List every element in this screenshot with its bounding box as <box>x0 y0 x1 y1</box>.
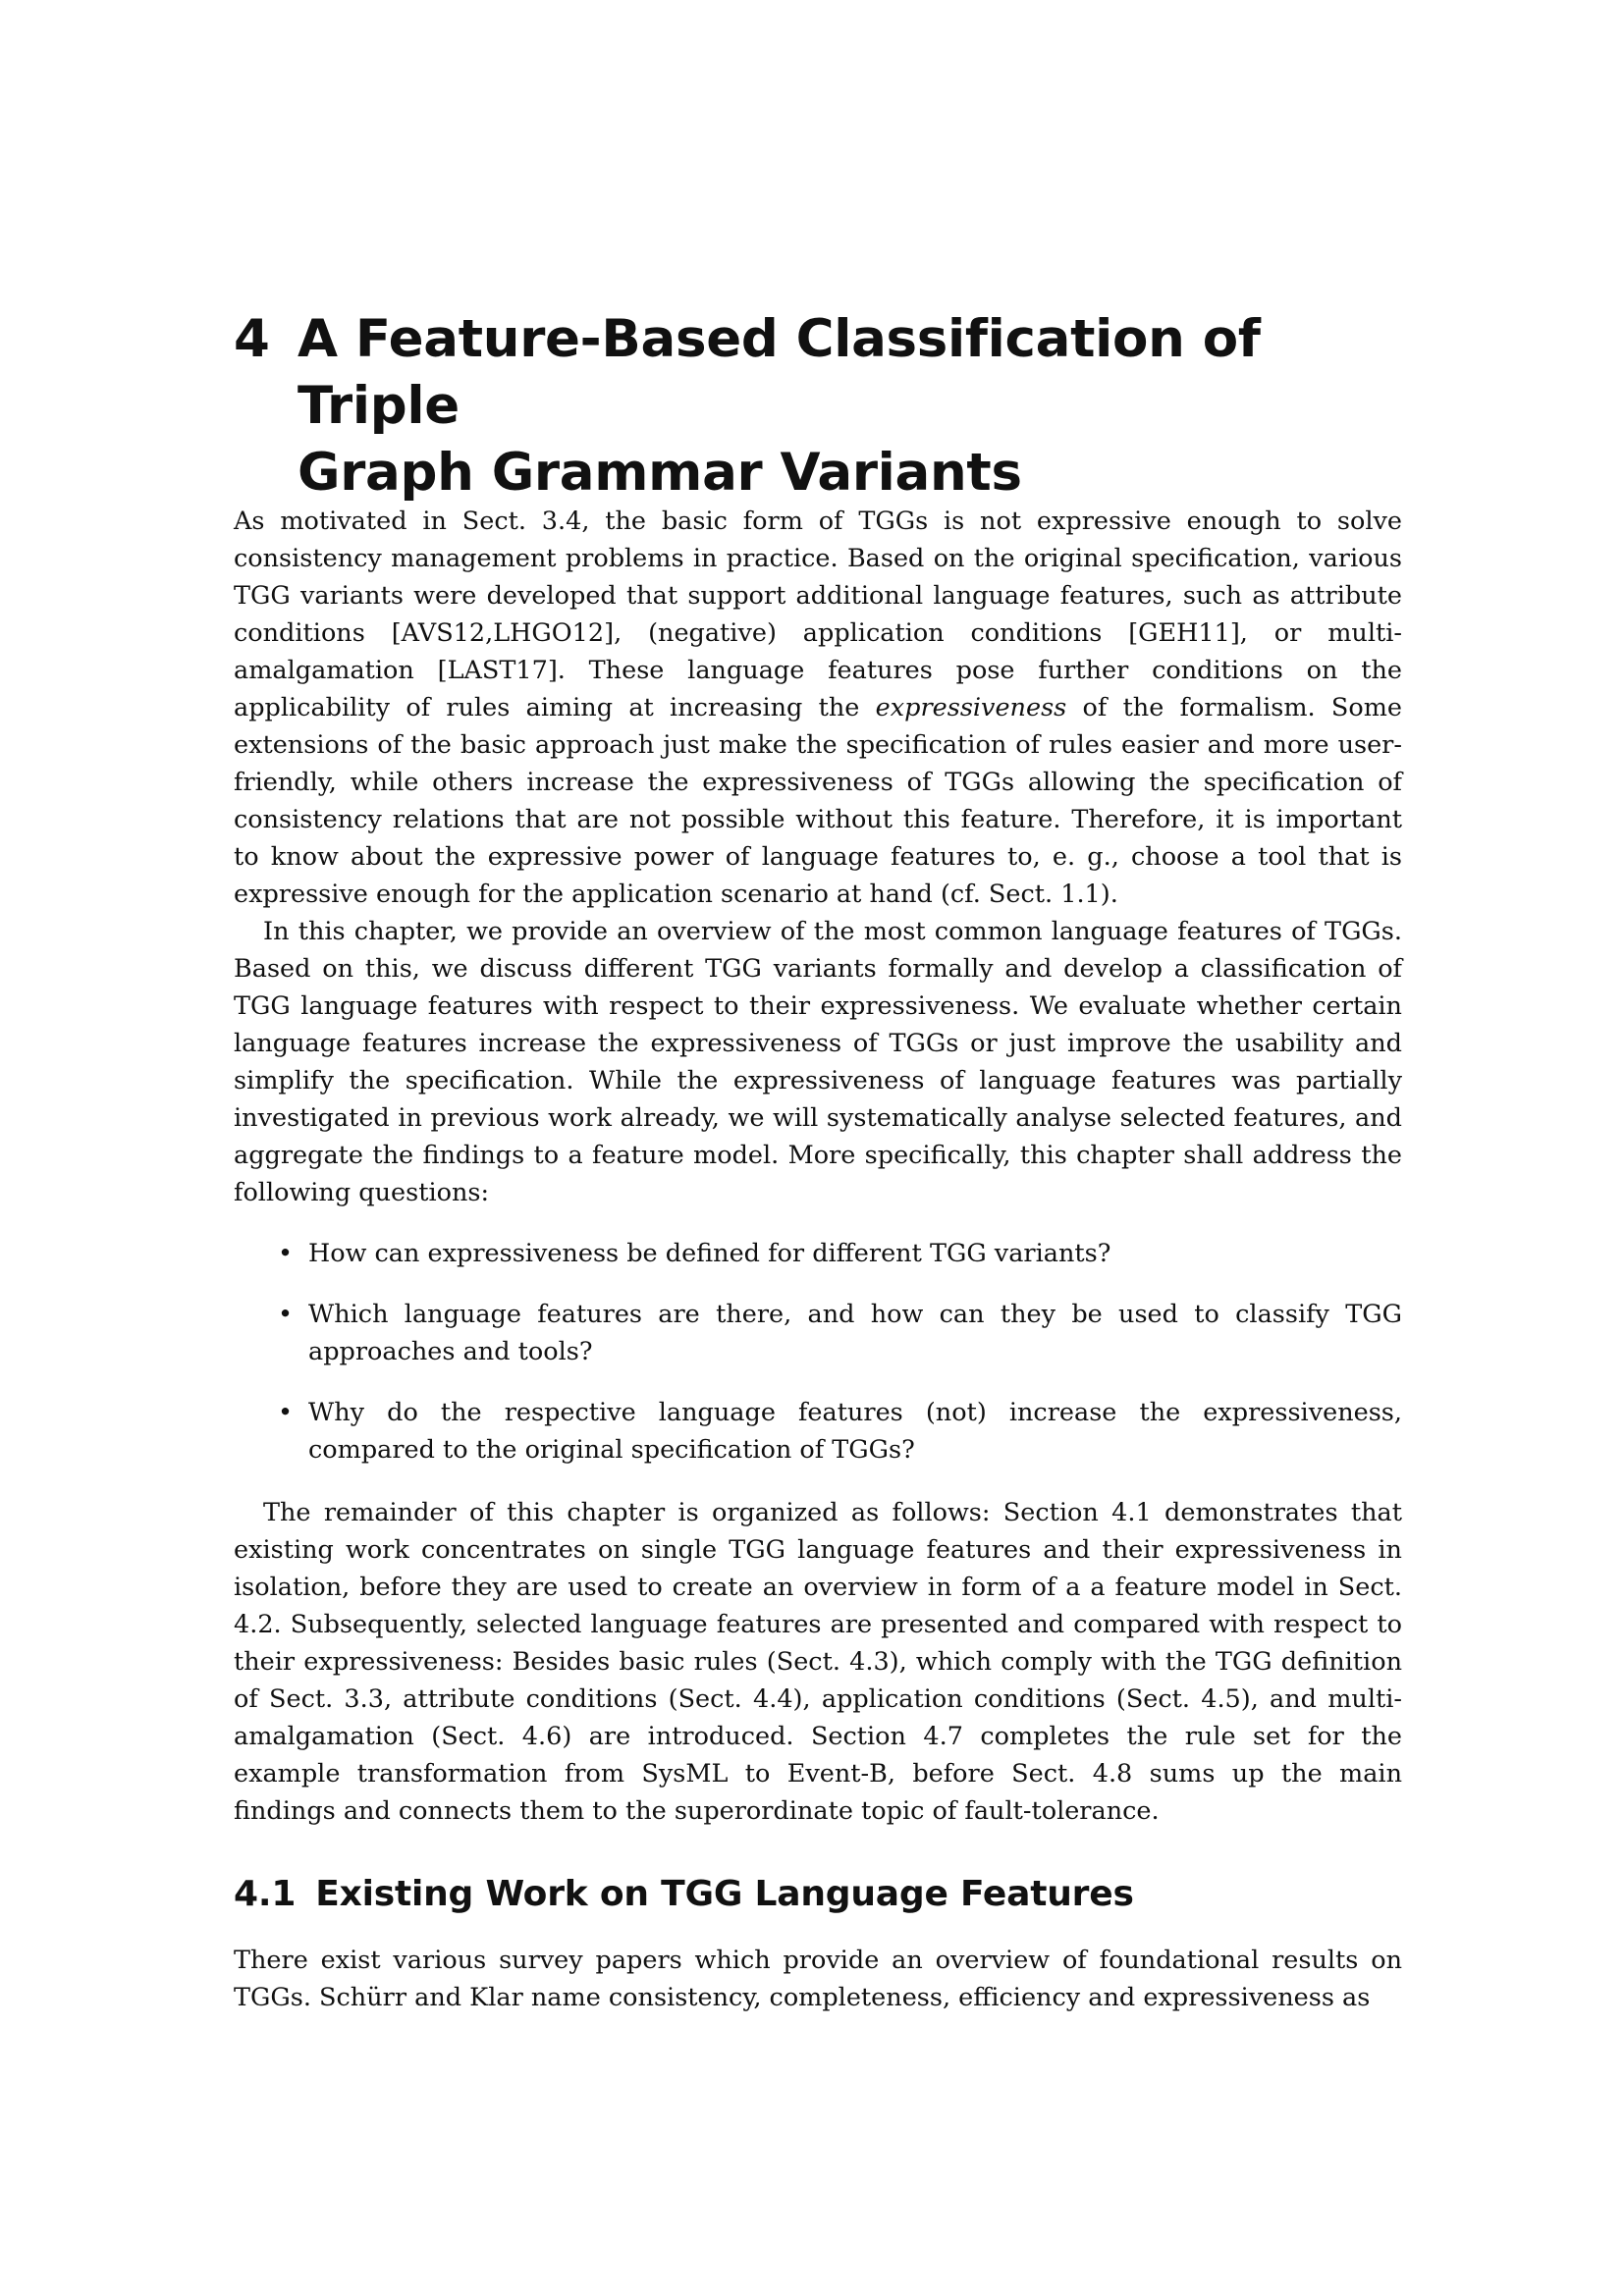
chapter-title <box>234 306 1402 507</box>
chapter-title-line-1: A Feature-Based Classification of Triple <box>298 309 1261 436</box>
intro-text-part-1: As motivated in Sect. 3.4, the basic form of TGGs is not expressive enough to solve consistency management problems in practice. Based on the original specification, various TGG variants were developed that support additional language features, such as attribute conditions [AVS12,LHGO12], (negative) application conditions [GEH11], or multi-amalgamation [LAST17]. These language features pose further conditions on the applicability of rules aiming at increasing the <box>234 507 1402 722</box>
chapter-body <box>234 503 1402 2016</box>
overview-paragraph: In this chapter, we provide an overview of the most common language features of TGGs. Based on this, we discuss different TGG variants formally and develop a classification of TGG language features with respect to their expressiveness. We evaluate whether certain language features increase the expressiveness of TGGs or just improve the usability and simplify the specification. While the expressiveness of language features was partially investigated in previous work already, we will systematically analyse selected features, and aggregate the findings to a feature model. More specifically, this chapter shall address the following questions: <box>234 917 1402 1207</box>
intro-paragraph <box>234 503 1402 913</box>
question-text: Why do the respective language features (not) increase the expressiveness, compared to the original specification of TGGs? <box>308 1398 1402 1465</box>
list-item <box>278 1296 1402 1370</box>
list-item <box>278 1235 1402 1272</box>
survey-paragraph: There exist various survey papers which provide an overview of foundational results on TGGs. Schürr and Klar name consistency, completeness, efficiency and expressiveness as <box>234 1946 1402 2012</box>
question-text: How can expressiveness be defined for different TGG variants? <box>308 1239 1111 1268</box>
bullet-icon: • <box>278 1398 294 1427</box>
expressiveness-emphasis: expressiveness <box>875 693 1067 722</box>
question-text: Which language features are there, and how can they be used to classify TGG approaches and tools? <box>308 1300 1402 1366</box>
question-list <box>234 1235 1402 1468</box>
section-heading <box>234 1871 1402 1918</box>
outline-paragraph: The remainder of this chapter is organized as follows: Section 4.1 demonstrates that existing work concentrates on single TGG language features and their expressiveness in isolation, before they are used to create an overview in form of a a feature model in Sect. 4.2. Subsequently, selected language features are presented and compared with respect to their expressiveness: Besides basic rules (Sect. 4.3), which comply with the TGG definition of Sect. 3.3, attribute conditions (Sect. 4.4), application conditions (Sect. 4.5), and multi-amalgamation (Sect. 4.6) are introduced. Section 4.7 completes the rule set for the example transformation from SysML to Event-B, before Sect. 4.8 sums up the main findings and connects them to the superordinate topic of fault-tolerance. <box>234 1498 1402 1826</box>
bullet-icon: • <box>278 1300 294 1329</box>
chapter-number: 4 <box>234 309 270 369</box>
chapter-title-line-2: Graph Grammar Variants <box>298 443 1022 503</box>
section-title-text: Existing Work on TGG Language Features <box>315 1874 1134 1914</box>
bullet-icon: • <box>278 1239 294 1268</box>
list-item <box>278 1394 1402 1468</box>
section-number: 4.1 <box>234 1874 297 1914</box>
intro-text-part-2: of the formalism. Some extensions of the basic approach just make the specification of rules easier and more user-friendly, while others increase the expressiveness of TGGs allowing the specification of consistency relations that are not possible without this feature. Therefore, it is important to know about the expressive power of language features to, e. g., choose a tool that is expressive enough for the application scenario at hand (cf. Sect. 1.1). <box>234 693 1402 909</box>
